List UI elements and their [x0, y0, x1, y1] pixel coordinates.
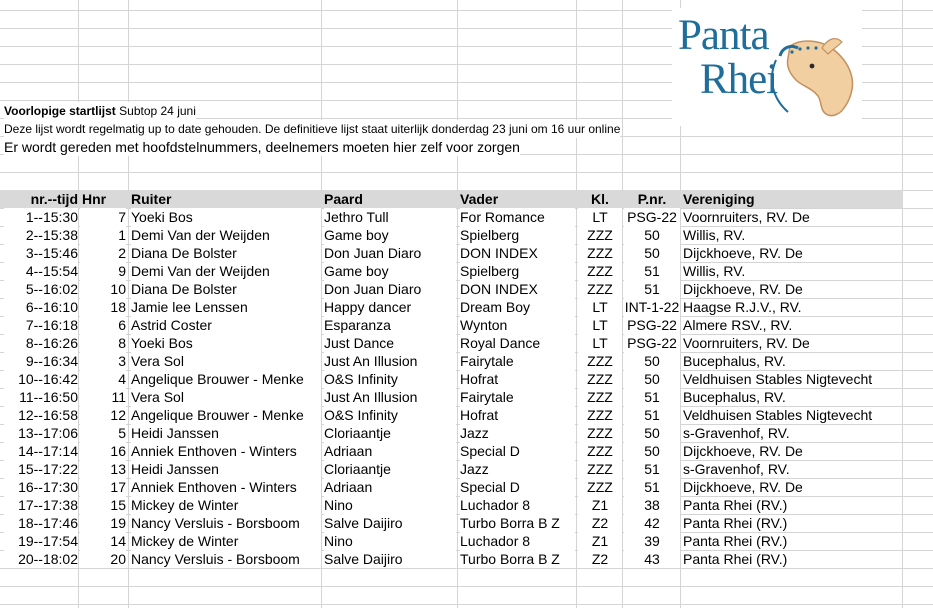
cell-vader[interactable]: Special D [460, 478, 575, 496]
cell-vader[interactable]: Spielberg [460, 262, 575, 280]
cell-ruiter[interactable]: Demi Van der Weijden [131, 262, 321, 280]
cell-pnr[interactable]: 51 [624, 406, 680, 424]
cell-hnr[interactable]: 13 [80, 460, 126, 478]
cell-pnr[interactable]: PSG-22 [624, 316, 680, 334]
cell-vader[interactable]: Fairytale [460, 352, 575, 370]
cell-paard[interactable]: Salve Daijiro [324, 514, 456, 532]
cell-nr[interactable]: 5--16:02 [4, 280, 78, 298]
cell-pnr[interactable]: INT-1-22 [624, 299, 680, 315]
cell-vader[interactable]: Turbo Borra B Z [460, 514, 575, 532]
cell-kl[interactable]: Z2 [578, 514, 622, 532]
cell-kl[interactable]: ZZZ [578, 352, 622, 370]
cell-ver[interactable]: Bucephalus, RV. [683, 389, 786, 405]
cell-pnr[interactable]: 50 [624, 370, 680, 388]
cell-hnr[interactable]: 2 [80, 244, 126, 262]
cell-vader[interactable]: Jazz [460, 424, 575, 442]
cell-vader[interactable]: DON INDEX [460, 244, 575, 262]
cell-nr[interactable]: 13--17:06 [4, 424, 78, 442]
table-row [0, 262, 933, 280]
column-header-nr[interactable]: nr.--tijd [30, 191, 78, 207]
cell-hnr[interactable]: 17 [80, 478, 126, 496]
table-row [0, 514, 933, 532]
cell-hnr[interactable]: 8 [80, 334, 126, 352]
grid-row-line [0, 604, 933, 605]
cell-nr[interactable]: 20--18:02 [4, 550, 78, 568]
table-row [0, 352, 933, 370]
cell-hnr[interactable]: 15 [80, 496, 126, 514]
list-title-event: Subtop 24 juni [119, 104, 196, 118]
cell-vader[interactable]: Jazz [460, 460, 575, 478]
cell-paard[interactable]: Game boy [324, 226, 456, 244]
cell-hnr[interactable]: 20 [80, 550, 126, 568]
cell-ruiter[interactable]: Angelique Brouwer - Menke [131, 406, 321, 424]
cell-pnr[interactable]: 51 [624, 478, 680, 496]
cell-hnr[interactable]: 6 [80, 316, 126, 334]
cell-paard[interactable]: O&S Infinity [324, 370, 456, 388]
column-header-pnr[interactable]: P.nr. [637, 191, 667, 207]
list-title-bold: Voorlopige startlijst [4, 104, 116, 118]
cell-nr[interactable]: 17--17:38 [4, 496, 78, 514]
cell-kl[interactable]: ZZZ [578, 460, 622, 478]
cell-pnr[interactable]: 38 [624, 496, 680, 514]
table-row [0, 424, 933, 442]
table-row [0, 298, 933, 316]
table-header-row [0, 190, 903, 208]
column-header-vader[interactable]: Vader [460, 191, 499, 207]
cell-kl[interactable]: ZZZ [578, 406, 622, 424]
table-row [0, 208, 933, 226]
cell-nr[interactable]: 10--16:42 [4, 370, 78, 388]
cell-ver[interactable]: Bucephalus, RV. [683, 353, 786, 369]
cell-ver[interactable]: Willis, RV. [683, 227, 746, 243]
cell-ruiter[interactable]: Mickey de Winter [131, 496, 321, 514]
cell-ver[interactable]: Almere RSV., RV. [683, 317, 793, 333]
cell-ver[interactable]: Dijckhoeve, RV. De [683, 281, 803, 297]
cell-ver[interactable]: Panta Rhei (RV.) [683, 497, 788, 513]
cell-pnr[interactable]: 50 [624, 424, 680, 442]
cell-ruiter[interactable]: Nancy Versluis - Borsboom [131, 550, 321, 568]
cell-ver[interactable]: Dijckhoeve, RV. De [683, 443, 803, 459]
update-note: Deze lijst wordt regelmatig up to date gehouden. De definitieve lijst staat uiterlijk donderdag 23 juni om 16 uur online [4, 122, 621, 136]
cell-pnr[interactable]: 50 [624, 226, 680, 244]
cell-vader[interactable]: Luchador 8 [460, 532, 575, 550]
cell-ver[interactable]: s-Gravenhof, RV. [683, 425, 790, 441]
cell-ver[interactable]: Willis, RV. [683, 263, 746, 279]
column-header-hnr[interactable]: Hnr [82, 191, 107, 207]
cell-ver[interactable]: Dijckhoeve, RV. De [683, 245, 803, 261]
grid-row-line [0, 172, 933, 173]
table-row [0, 334, 933, 352]
cell-nr[interactable]: 18--17:46 [4, 514, 78, 532]
cell-kl[interactable]: Z1 [578, 496, 622, 514]
cell-nr[interactable]: 15--17:22 [4, 460, 78, 478]
cell-paard[interactable]: Cloriaantje [324, 460, 456, 478]
cell-vader[interactable]: Luchador 8 [460, 496, 575, 514]
cell-hnr[interactable]: 14 [80, 532, 126, 550]
cell-ver[interactable]: Panta Rhei (RV.) [683, 515, 788, 531]
cell-ruiter[interactable]: Nancy Versluis - Borsboom [131, 514, 321, 532]
cell-hnr[interactable]: 18 [80, 298, 126, 316]
cell-paard[interactable]: Just An Illusion [324, 388, 456, 406]
cell-paard[interactable]: Esparanza [324, 316, 456, 334]
cell-nr[interactable]: 2--15:38 [4, 226, 78, 244]
cell-hnr[interactable]: 5 [80, 424, 126, 442]
cell-ruiter[interactable]: Yoeki Bos [131, 208, 321, 226]
logo-text-panta: Panta [678, 12, 769, 59]
cell-pnr[interactable]: 42 [624, 514, 680, 532]
table-row [0, 316, 933, 334]
grid-row-line [0, 568, 933, 569]
cell-kl[interactable]: ZZZ [578, 478, 622, 496]
cell-kl[interactable]: ZZZ [578, 442, 622, 460]
cell-ruiter[interactable]: Vera Sol [131, 388, 321, 406]
cell-ruiter[interactable]: Heidi Janssen [131, 424, 321, 442]
table-row [0, 280, 933, 298]
cell-ruiter[interactable]: Anniek Enthoven - Winters [131, 478, 321, 496]
cell-vader[interactable]: For Romance [460, 208, 575, 226]
cell-paard[interactable]: O&S Infinity [324, 406, 456, 424]
cell-paard[interactable]: Cloriaantje [324, 424, 456, 442]
cell-paard[interactable]: Jethro Tull [324, 208, 456, 226]
cell-pnr[interactable]: 51 [624, 388, 680, 406]
cell-ver[interactable]: Haagse R.J.V., RV. [683, 299, 802, 315]
cell-pnr[interactable]: 43 [624, 550, 680, 568]
column-header-vereniging[interactable]: Vereniging [683, 191, 755, 207]
cell-vader[interactable]: Hofrat [460, 406, 575, 424]
cell-nr[interactable]: 14--17:14 [4, 442, 78, 460]
cell-pnr[interactable]: PSG-22 [624, 208, 680, 226]
cell-kl[interactable]: LT [578, 334, 622, 352]
table-row [0, 388, 933, 406]
cell-ver[interactable]: s-Gravenhof, RV. [683, 461, 790, 477]
cell-hnr[interactable]: 19 [80, 514, 126, 532]
cell-kl[interactable]: ZZZ [578, 370, 622, 388]
cell-vader[interactable]: Royal Dance [460, 334, 575, 352]
cell-kl[interactable]: ZZZ [578, 262, 622, 280]
cell-paard[interactable]: Just Dance [324, 334, 456, 352]
cell-ver[interactable]: Dijckhoeve, RV. De [683, 479, 803, 495]
cell-nr[interactable]: 6--16:10 [4, 298, 78, 316]
cell-kl[interactable]: ZZZ [578, 424, 622, 442]
cell-nr[interactable]: 9--16:34 [4, 352, 78, 370]
cell-vader[interactable]: Turbo Borra B Z [460, 550, 575, 568]
cell-ver[interactable]: Veldhuisen Stables Nigtevecht [683, 407, 873, 423]
table-row [0, 550, 933, 568]
cell-kl[interactable]: LT [578, 316, 622, 334]
cell-ver[interactable]: Panta Rhei (RV.) [683, 551, 788, 567]
cell-nr[interactable]: 11--16:50 [4, 388, 78, 406]
cell-pnr[interactable]: 50 [624, 352, 680, 370]
table-row [0, 244, 933, 262]
cell-kl[interactable]: ZZZ [578, 226, 622, 244]
cell-hnr[interactable]: 10 [80, 280, 126, 298]
cell-paard[interactable]: Adriaan [324, 478, 456, 496]
cell-ruiter[interactable]: Diana De Bolster [131, 244, 321, 262]
cell-nr[interactable]: 12--16:58 [4, 406, 78, 424]
cell-vader[interactable]: Dream Boy [460, 298, 575, 316]
cell-pnr[interactable]: PSG-22 [624, 334, 680, 352]
cell-kl[interactable]: ZZZ [578, 244, 622, 262]
table-row [0, 370, 933, 388]
cell-hnr[interactable]: 11 [80, 388, 126, 406]
list-title [4, 102, 196, 120]
grid-row-line [0, 586, 933, 587]
cell-paard[interactable]: Happy dancer [324, 298, 456, 316]
table-row [0, 442, 933, 460]
cell-nr[interactable]: 19--17:54 [4, 532, 78, 550]
table-row [0, 478, 933, 496]
cell-ruiter[interactable]: Mickey de Winter [131, 532, 321, 550]
cell-ver[interactable]: Veldhuisen Stables Nigtevecht [683, 371, 873, 387]
cell-hnr[interactable]: 1 [80, 226, 126, 244]
cell-nr[interactable]: 4--15:54 [4, 262, 78, 280]
cell-ruiter[interactable]: Angelique Brouwer - Menke [131, 370, 321, 388]
cell-paard[interactable]: Nino [324, 496, 456, 514]
cell-ruiter[interactable]: Yoeki Bos [131, 334, 321, 352]
cell-kl[interactable]: ZZZ [578, 388, 622, 406]
cell-pnr[interactable]: 50 [624, 244, 680, 262]
cell-nr[interactable]: 7--16:18 [4, 316, 78, 334]
cell-hnr[interactable]: 16 [80, 442, 126, 460]
cell-kl[interactable]: Z1 [578, 532, 622, 550]
cell-paard[interactable]: Game boy [324, 262, 456, 280]
cell-hnr[interactable]: 3 [80, 352, 126, 370]
cell-pnr[interactable]: 51 [624, 280, 680, 298]
cell-ruiter[interactable]: Anniek Enthoven - Winters [131, 442, 321, 460]
cell-ver[interactable]: Panta Rhei (RV.) [683, 533, 788, 549]
cell-ver[interactable]: Voornruiters, RV. De [683, 209, 810, 225]
cell-ruiter[interactable]: Astrid Coster [131, 316, 321, 334]
cell-kl[interactable]: Z2 [578, 550, 622, 568]
table-row [0, 532, 933, 550]
cell-hnr[interactable]: 12 [80, 406, 126, 424]
cell-nr[interactable]: 16--17:30 [4, 478, 78, 496]
cell-paard[interactable]: Salve Daijiro [324, 550, 456, 568]
cell-vader[interactable]: Fairytale [460, 388, 575, 406]
cell-pnr[interactable]: 51 [624, 262, 680, 280]
cell-paard[interactable]: Don Juan Diaro [324, 244, 456, 262]
cell-kl[interactable]: LT [578, 208, 622, 226]
cell-pnr[interactable]: 39 [624, 532, 680, 550]
cell-nr[interactable]: 1--15:30 [4, 208, 78, 226]
cell-ver[interactable]: Voornruiters, RV. De [683, 335, 810, 351]
cell-hnr[interactable]: 7 [80, 208, 126, 226]
cell-vader[interactable]: Hofrat [460, 370, 575, 388]
cell-ruiter[interactable]: Heidi Janssen [131, 460, 321, 478]
column-header-kl[interactable]: Kl. [591, 191, 609, 207]
cell-ruiter[interactable]: Jamie lee Lenssen [131, 298, 321, 316]
bridle-number-note: Er wordt gereden met hoofdstelnummers, deelnemers moeten hier zelf voor zorgen [4, 139, 520, 155]
table-row [0, 226, 933, 244]
cell-paard[interactable]: Just An Illusion [324, 352, 456, 370]
cell-vader[interactable]: DON INDEX [460, 280, 575, 298]
cell-vader[interactable]: Wynton [460, 316, 575, 334]
cell-ruiter[interactable]: Demi Van der Weijden [131, 226, 321, 244]
cell-paard[interactable]: Don Juan Diaro [324, 280, 456, 298]
cell-kl[interactable]: LT [578, 298, 622, 316]
column-header-ruiter[interactable]: Ruiter [131, 191, 172, 207]
cell-ruiter[interactable]: Vera Sol [131, 352, 321, 370]
cell-kl[interactable]: ZZZ [578, 280, 622, 298]
cell-pnr[interactable]: 50 [624, 442, 680, 460]
cell-paard[interactable]: Adriaan [324, 442, 456, 460]
cell-ruiter[interactable]: Diana De Bolster [131, 280, 321, 298]
cell-nr[interactable]: 8--16:26 [4, 334, 78, 352]
table-row [0, 406, 933, 424]
cell-hnr[interactable]: 9 [80, 262, 126, 280]
logo-text-rhei: Rhei [700, 56, 778, 103]
table-row [0, 460, 933, 478]
cell-vader[interactable]: Spielberg [460, 226, 575, 244]
cell-vader[interactable]: Special D [460, 442, 575, 460]
cell-paard[interactable]: Nino [324, 532, 456, 550]
table-row [0, 496, 933, 514]
column-header-paard[interactable]: Paard [324, 191, 363, 207]
cell-pnr[interactable]: 51 [624, 460, 680, 478]
cell-hnr[interactable]: 4 [80, 370, 126, 388]
cell-nr[interactable]: 3--15:46 [4, 244, 78, 262]
panta-rhei-logo [672, 8, 862, 126]
